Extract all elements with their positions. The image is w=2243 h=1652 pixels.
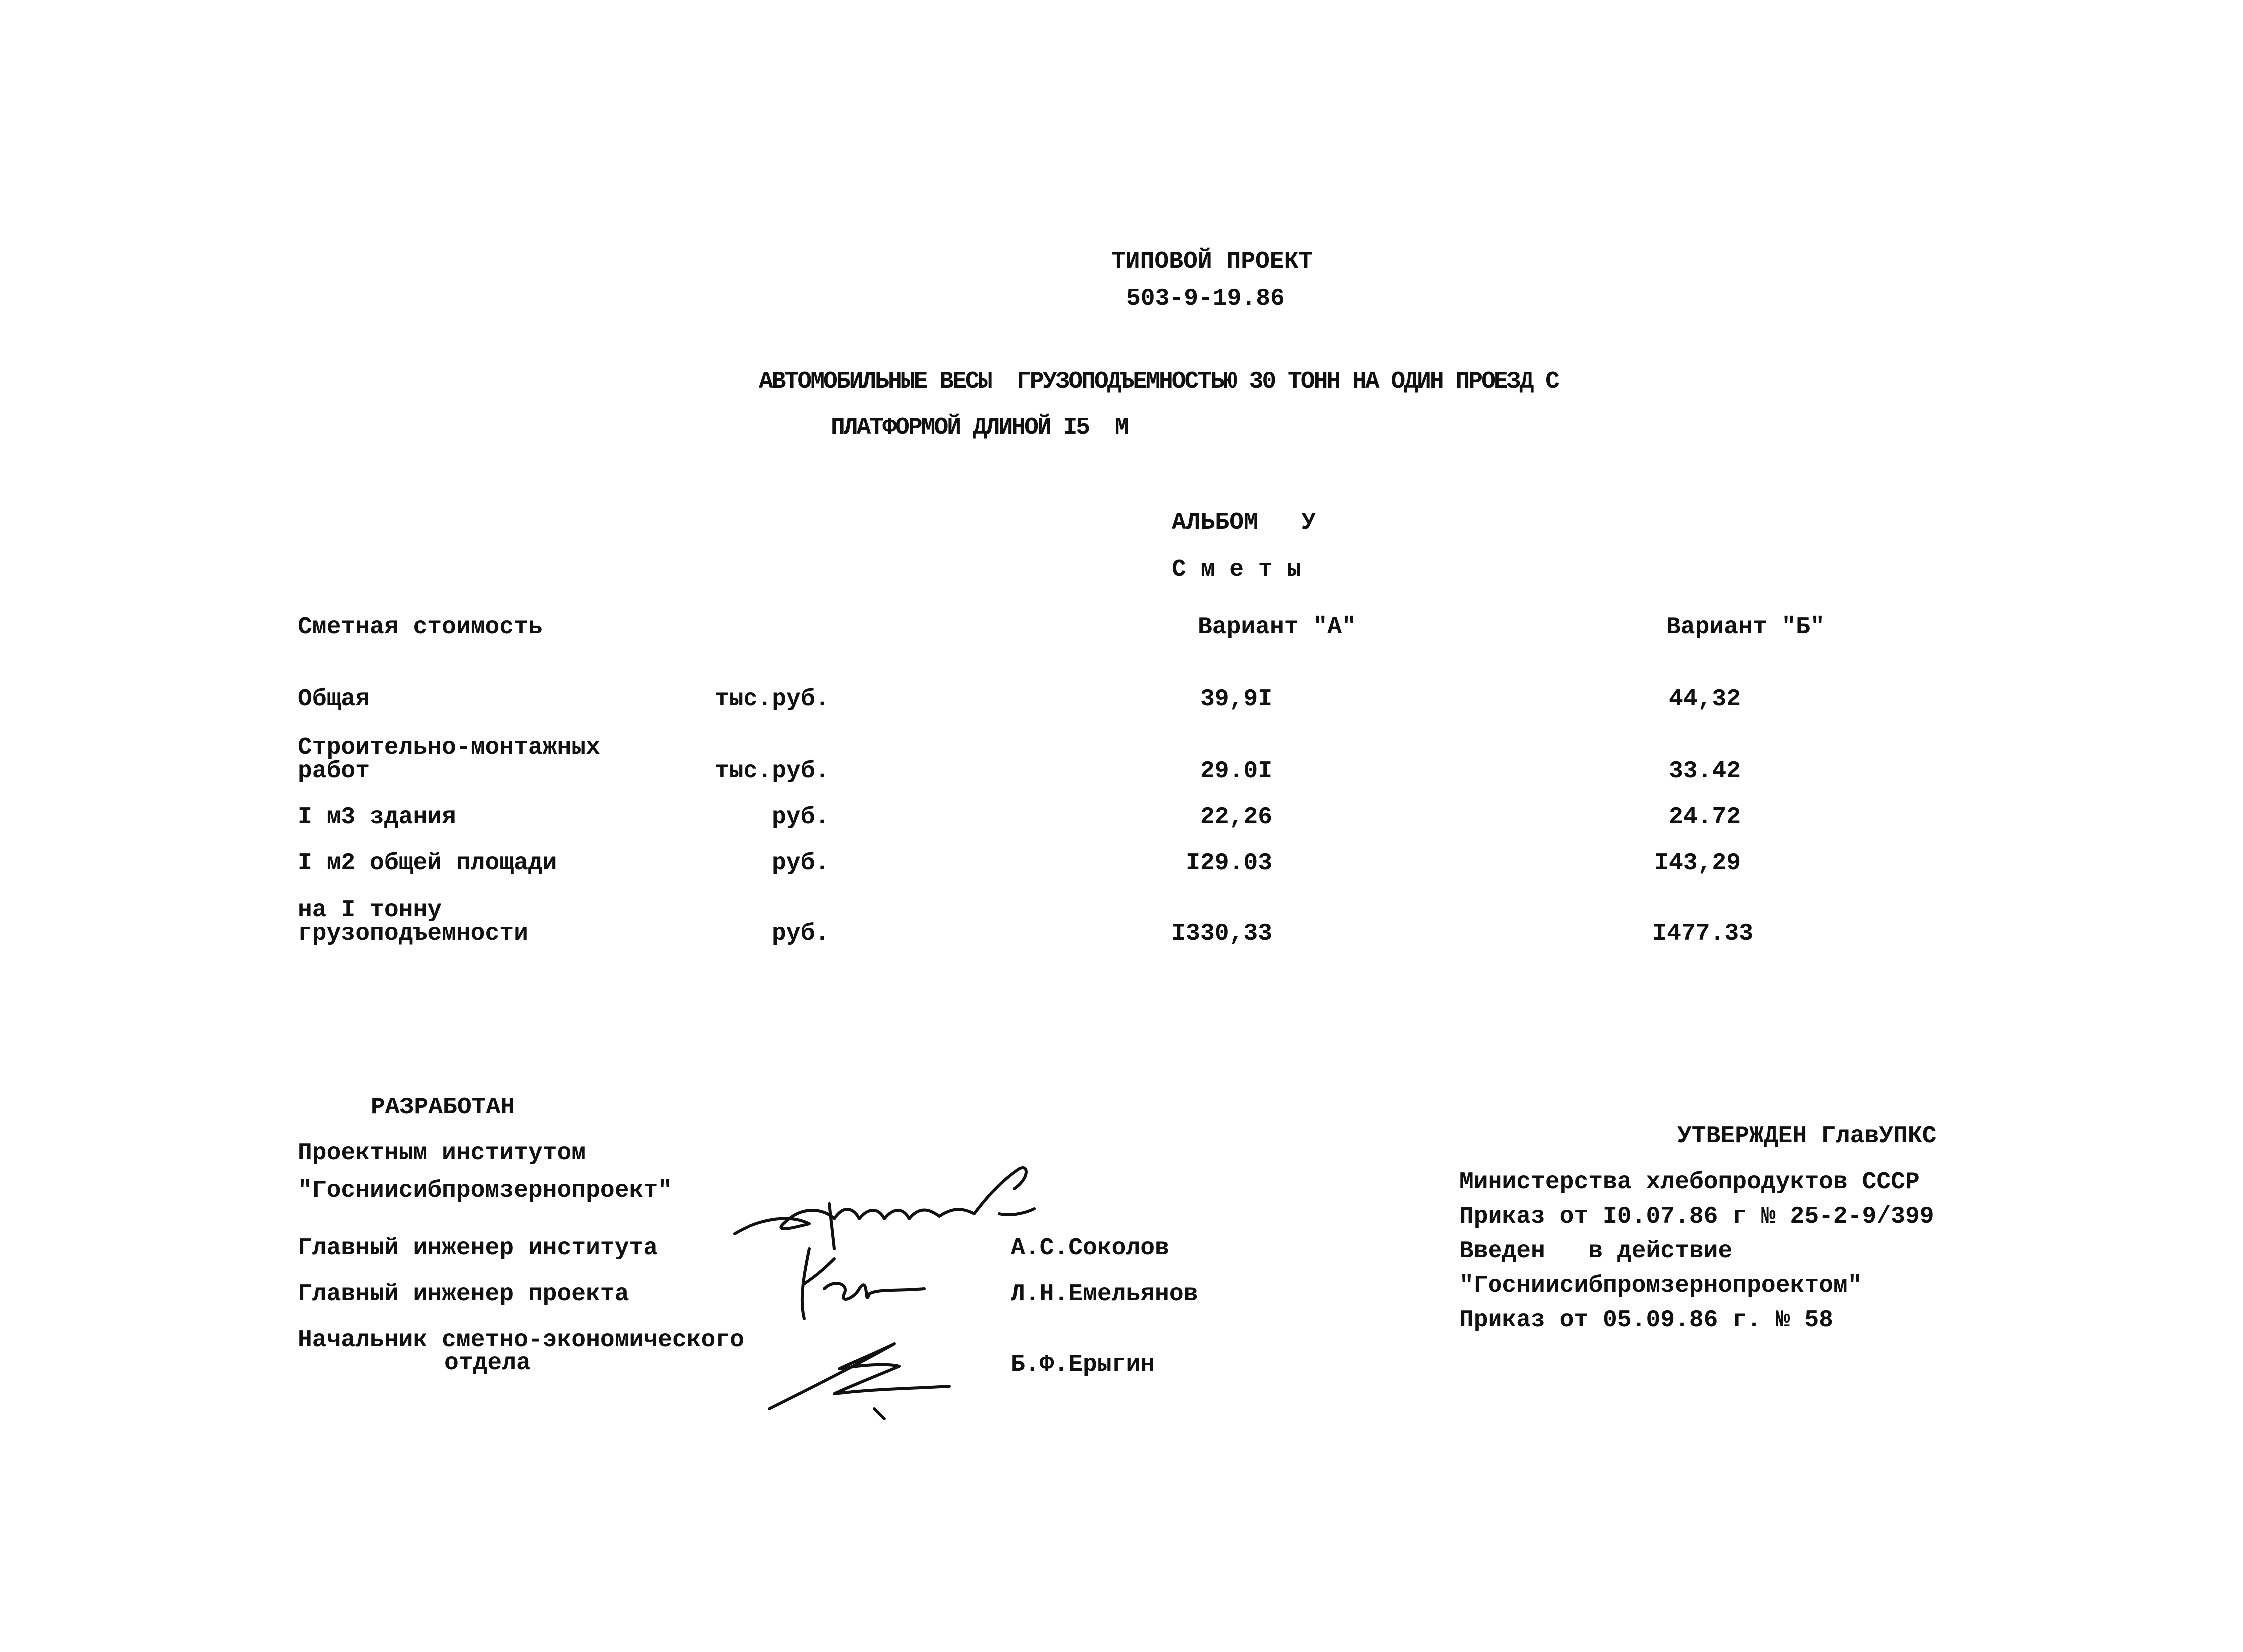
developed-heading: РАЗРАБОТАН bbox=[371, 1094, 515, 1121]
title-line-2: ПЛАТФОРМОЙ ДЛИНОЙ I5 М bbox=[831, 414, 1128, 441]
section-label: С м е т ы bbox=[1172, 556, 1302, 583]
col-header-variant-b: Вариант "Б" bbox=[1666, 614, 1825, 641]
row-label-cont: грузоподъемности bbox=[298, 920, 528, 947]
role-label-cont: отдела bbox=[444, 1350, 531, 1377]
value-b: 44,32 bbox=[1668, 686, 1741, 713]
signer-name: Л.Н.Емельянов bbox=[1011, 1281, 1198, 1308]
signature-erygin bbox=[759, 1334, 959, 1424]
value-b: I477.33 bbox=[1652, 920, 1753, 947]
row-label: I м2 общей площади bbox=[298, 850, 557, 877]
project-number: 503-9-19.86 bbox=[1126, 285, 1285, 312]
value-b: 24.72 bbox=[1668, 804, 1741, 831]
type-label: ТИПОВОЙ ПРОЕКТ bbox=[1111, 248, 1313, 275]
value-a: I330,33 bbox=[1171, 920, 1272, 947]
approved-line: "Госниисибпромзернопроектом" bbox=[1459, 1272, 1862, 1299]
value-a: 29.0I bbox=[1200, 758, 1272, 785]
row-label: на I тонну bbox=[298, 897, 442, 924]
row-unit: руб. bbox=[772, 920, 830, 947]
col-header-cost: Сметная стоимость bbox=[298, 614, 543, 641]
row-unit: тыс.руб. bbox=[715, 686, 830, 713]
approved-line: Министерства хлебопродуктов СССР bbox=[1459, 1169, 1920, 1196]
developed-line-1: Проектным институтом bbox=[298, 1140, 586, 1167]
role-label: Начальник сметно-экономического bbox=[298, 1327, 744, 1354]
value-a: I29.03 bbox=[1186, 850, 1272, 877]
value-b: 33.42 bbox=[1668, 758, 1741, 785]
row-unit: тыс.руб. bbox=[715, 758, 830, 785]
approved-line: Приказ от I0.07.86 г № 25-2-9/399 bbox=[1459, 1203, 1934, 1230]
album-label: АЛЬБОМ У bbox=[1172, 509, 1316, 536]
role-label: Главный инженер проекта bbox=[298, 1281, 629, 1308]
row-unit: руб. bbox=[772, 804, 830, 831]
value-a: 22,26 bbox=[1200, 804, 1272, 831]
signer-name: Б.Ф.Ерыгин bbox=[1011, 1351, 1155, 1378]
value-b: I43,29 bbox=[1654, 850, 1741, 877]
col-header-variant-a: Вариант "А" bbox=[1198, 614, 1356, 641]
title-line-1: АВТОМОБИЛЬНЫЕ ВЕСЫ ГРУЗОПОДЪЕМНОСТЬЮ 30 ТОНН НА ОДИН ПРОЕЗД С bbox=[759, 368, 1558, 395]
row-label: I м3 здания bbox=[298, 804, 456, 831]
developed-line-2: "Госниисибпромзернопроект" bbox=[298, 1177, 672, 1204]
row-unit: руб. bbox=[772, 850, 830, 877]
row-label: Общая bbox=[298, 686, 370, 713]
approved-line: Введен в действие bbox=[1459, 1238, 1733, 1265]
value-a: 39,9I bbox=[1200, 686, 1272, 713]
row-label: Строительно-монтажных bbox=[298, 734, 600, 761]
approved-heading: УТВЕРЖДЕН ГлавУПКС bbox=[1677, 1123, 1937, 1150]
signature-emelyanov bbox=[794, 1244, 934, 1329]
signer-name: А.С.Соколов bbox=[1011, 1235, 1169, 1262]
approved-line: Приказ от 05.09.86 г. № 58 bbox=[1459, 1307, 1833, 1334]
row-label-cont: работ bbox=[298, 758, 370, 785]
role-label: Главный инженер института bbox=[298, 1235, 658, 1262]
